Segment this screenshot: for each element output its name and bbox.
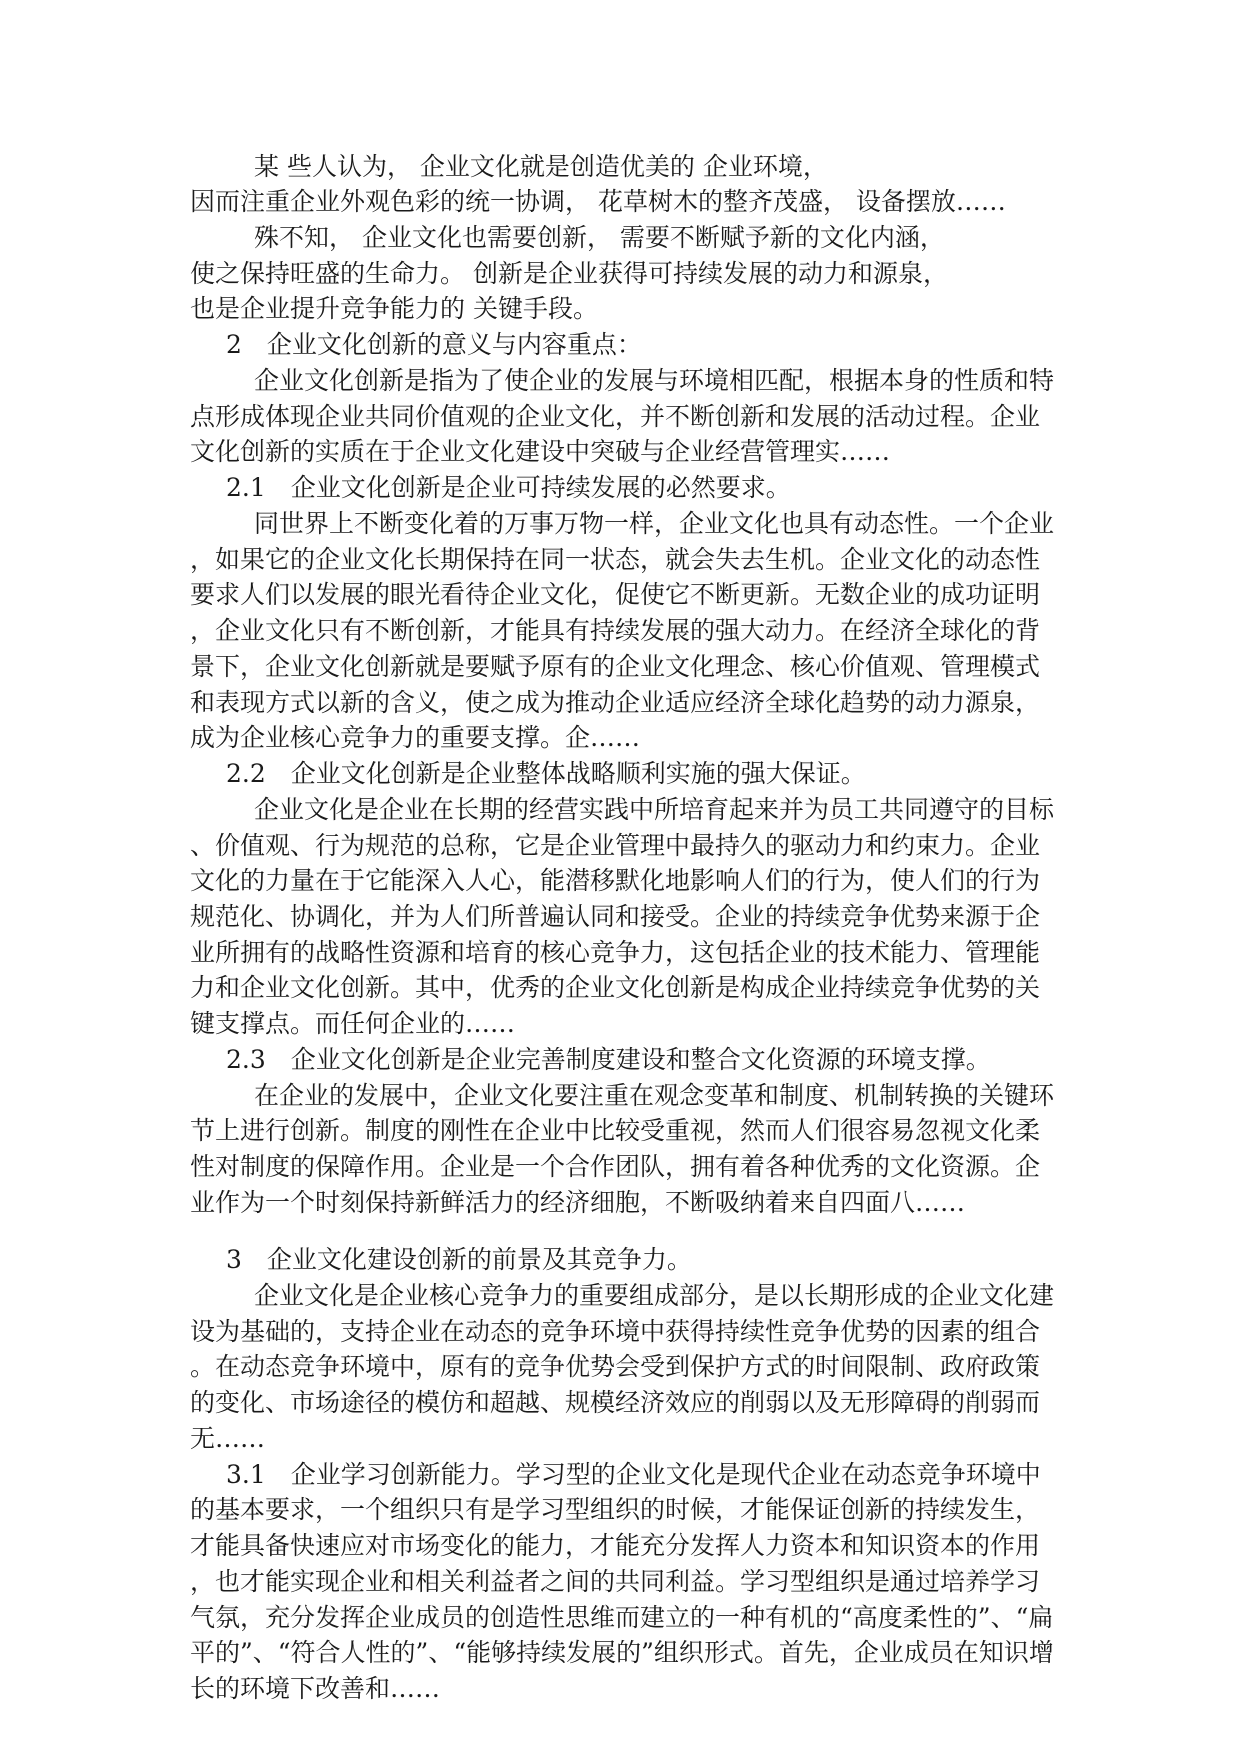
text-line: 业作为一个时刻保持新鲜活力的经济细胞，不断吸纳着来自四面八…… [190,1188,966,1217]
text-line: 力和企业文化创新。其中，优秀的企业文化创新是构成企业持续竞争优势的关 [190,973,1041,1002]
text-line: 文化创新的实质在于企业文化建设中突破与企业经营管理实…… [190,437,891,466]
text-line: 气氛，充分发挥企业成员的创造性思维而建立的一种有机的“高度柔性的”、“扁 [190,1603,1054,1632]
text-line: 和表现方式以新的含义，使之成为推动企业适应经济全球化趋势的动力源泉， [190,688,1041,717]
text-line: 要求人们以发展的眼光看待企业文化，促使它不断更新。无数企业的成功证明 [190,580,1041,609]
text-line: ，也才能实现企业和相关利益者之间的共同利益。学习型组织是通过培养学习 [190,1567,1041,1596]
text-line: 某 些人认为， 企业文化就是创造优美的 企业环境， [254,152,828,181]
text-line: 业所拥有的战略性资源和培育的核心竞争力，这包括企业的技术能力、管理能 [190,938,1041,967]
subsection-heading: 3.1 企业学习创新能力。学习型的企业文化是现代企业在动态竞争环境中 [226,1460,1041,1489]
subsection-heading: 2.1 企业文化创新是企业可持续发展的必然要求。 [226,473,791,502]
text-line: 规范化、协调化，并为人们所普遍认同和接受。企业的持续竞争优势来源于企 [190,902,1041,931]
text-line: 也是企业提升竞争能力的 关键手段。 [190,294,598,323]
text-line: 长的环境下改善和…… [190,1674,441,1703]
text-line: 景下，企业文化创新就是要赋予原有的企业文化理念、核心价值观、管理模式 [190,652,1041,681]
text-line: 殊不知， 企业文化也需要创新， 需要不断赋予新的文化内涵， [254,223,945,252]
text-line: 因而注重企业外观色彩的统一协调， 花草树木的整齐茂盛， 设备摆放…… [190,187,1006,216]
text-line: ，如果它的企业文化长期保持在同一状态，就会失去生机。企业文化的动态性 [190,545,1041,574]
text-line: 点形成体现企业共同价值观的企业文化，并不断创新和发展的活动过程。企业 [190,402,1041,431]
text-line: 、价值观、行为规范的总称，它是企业管理中最持久的驱动力和约束力。企业 [190,831,1041,860]
text-line: 企业文化是企业核心竞争力的重要组成部分，是以长期形成的企业文化建 [254,1281,1055,1310]
text-line: 平的”、“符合人性的”、“能够持续发展的”组织形式。首先，企业成员在知识增 [190,1638,1054,1667]
text-line: 企业文化是企业在长期的经营实践中所培育起来并为员工共同遵守的目标 [254,795,1055,824]
subsection-heading: 2.3 企业文化创新是企业完善制度建设和整合文化资源的环境支撑。 [226,1045,991,1074]
text-line: 成为企业核心竞争力的重要支撑。企…… [190,723,641,752]
text-line: 企业文化创新是指为了使企业的发展与环境相匹配，根据本身的性质和特 [254,366,1055,395]
text-line: 才能具备快速应对市场变化的能力，才能充分发挥人力资本和知识资本的作用 [190,1531,1041,1560]
text-line: 文化的力量在于它能深入人心，能潜移默化地影响人们的行为，使人们的行为 [190,866,1041,895]
text-line: 的基本要求，一个组织只有是学习型组织的时候，才能保证创新的持续发生， [190,1495,1041,1524]
text-line: ，企业文化只有不断创新，才能具有持续发展的强大动力。在经济全球化的背 [190,616,1041,645]
section-heading: 3 企业文化建设创新的前景及其竞争力。 [226,1245,692,1274]
text-line: 设为基础的，支持企业在动态的竞争环境中获得持续性竞争优势的因素的组合 [190,1317,1041,1346]
text-line: 同世界上不断变化着的万事万物一样，企业文化也具有动态性。一个企业 [254,509,1055,538]
section-heading: 2 企业文化创新的意义与内容重点： [226,330,642,359]
text-line: 性对制度的保障作用。企业是一个合作团队，拥有着各种优秀的文化资源。企 [190,1152,1041,1181]
text-line: 的变化、市场途径的模仿和超越、规模经济效应的削弱以及无形障碍的削弱而 [190,1388,1041,1417]
text-line: 在企业的发展中，企业文化要注重在观念变革和制度、机制转换的关键环 [254,1081,1055,1110]
text-line: 使之保持旺盛的生命力。 创新是企业获得可持续发展的动力和源泉， [190,259,948,288]
text-line: 键支撑点。而任何企业的…… [190,1009,516,1038]
subsection-heading: 2.2 企业文化创新是企业整体战略顺利实施的强大保证。 [226,759,866,788]
text-line: 。在动态竞争环境中，原有的竞争优势会受到保护方式的时间限制、政府政策 [190,1352,1041,1381]
text-line: 无…… [190,1424,266,1453]
text-line: 节上进行创新。制度的刚性在企业中比较受重视，然而人们很容易忽视文化柔 [190,1116,1041,1145]
